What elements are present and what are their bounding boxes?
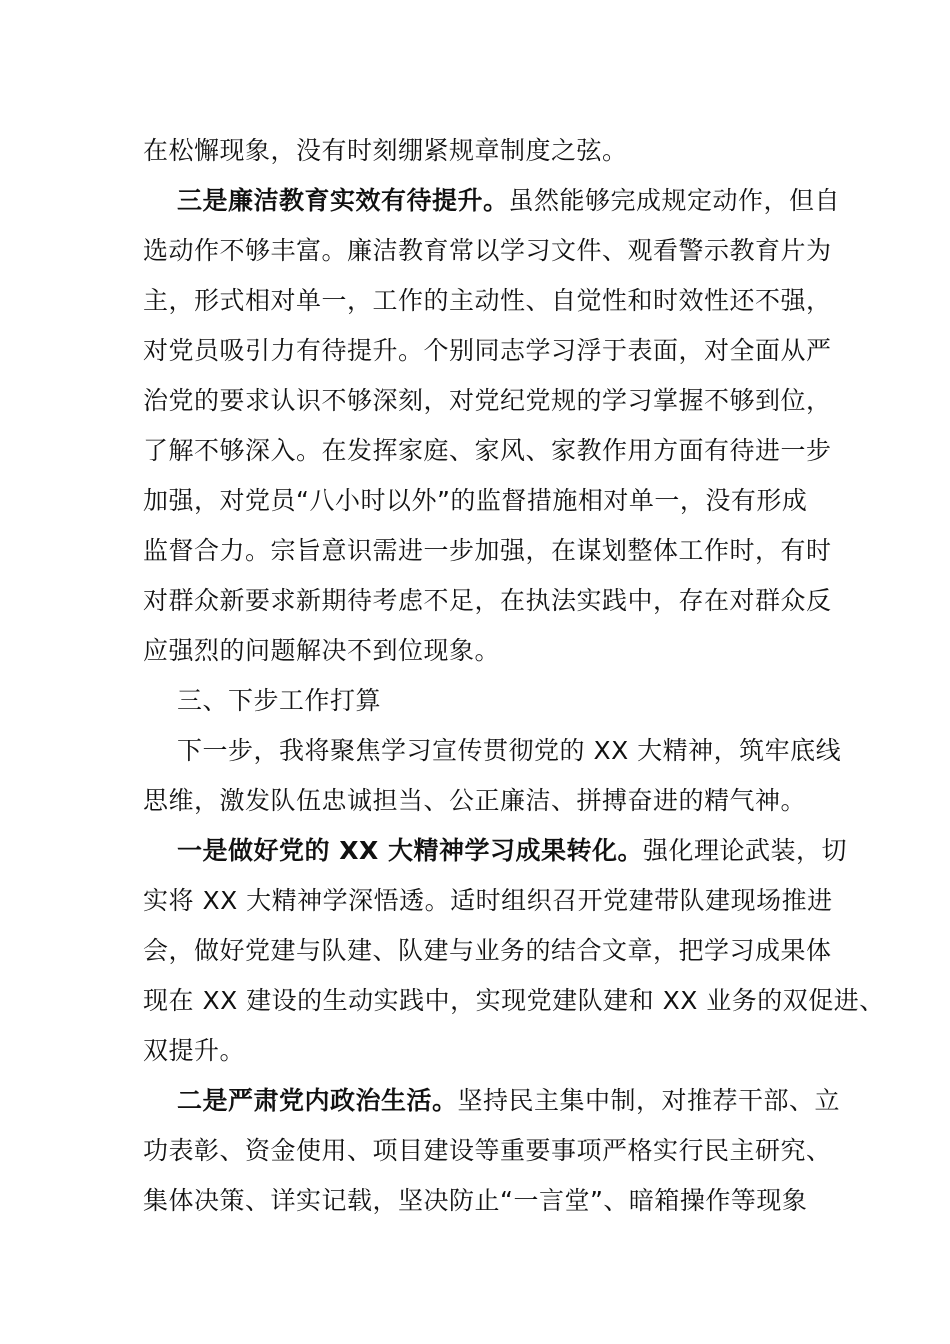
text-line: 对群众新要求新期待考虑不足，在执法实践中，存在对群众反 [143, 586, 832, 615]
bold-lead: 一是做好党的 XX 大精神学习成果转化。 [177, 836, 643, 865]
paragraph-first-line: 下一步，我将聚焦学习宣传贯彻党的 XX 大精神，筑牢底线 [177, 736, 842, 765]
text-line: 现在 XX 建设的生动实践中，实现党建队建和 XX 业务的双促进、 [143, 986, 885, 1015]
text-line: 对党员吸引力有待提升。个别同志学习浮于表面，对全面从严 [143, 336, 832, 365]
section-heading: 三、下步工作打算 [177, 686, 382, 715]
text-line: 治党的要求认识不够深刻，对党纪党规的学习掌握不够到位， [143, 386, 832, 415]
text-line: 主，形式相对单一，工作的主动性、自觉性和时效性还不强， [143, 286, 832, 315]
text-line: 在松懈现象，没有时刻绷紧规章制度之弦。 [143, 136, 628, 165]
paragraph-first-line [177, 184, 840, 218]
text-line: 加强，对党员“八小时以外”的监督措施相对单一，没有形成 [143, 486, 808, 515]
text-line: 应强烈的问题解决不到位现象。 [143, 636, 501, 665]
text-line: 监督合力。宗旨意识需进一步加强，在谋划整体工作时，有时 [143, 536, 832, 565]
text-line: 实将 XX 大精神学深悟透。适时组织召开党建带队建现场推进 [143, 886, 833, 915]
paragraph-first-line [177, 834, 847, 868]
text-line: 了解不够深入。在发挥家庭、家风、家教作用方面有待进一步 [143, 436, 832, 465]
bold-lead: 三是廉洁教育实效有待提升。 [177, 186, 509, 215]
text-run: 虽然能够完成规定动作，但自 [508, 186, 841, 215]
text-line: 功表彰、资金使用、项目建设等重要事项严格实行民主研究、 [143, 1136, 832, 1165]
text-line: 思维，激发队伍忠诚担当、公正廉洁、拼搏奋进的精气神。 [143, 786, 807, 815]
text-line: 选动作不够丰富。廉洁教育常以学习文件、观看警示教育片为 [143, 236, 832, 265]
text-run: 坚持民主集中制，对推荐干部、立 [457, 1086, 841, 1115]
text-line: 双提升。 [143, 1036, 246, 1065]
text-line: 集体决策、详实记载，坚决防止“一言堂”、暗箱操作等现象 [143, 1186, 808, 1215]
paragraph-first-line [177, 1084, 840, 1118]
text-run: 强化理论武装，切 [642, 836, 847, 865]
bold-lead: 二是严肃党内政治生活。 [177, 1086, 458, 1115]
text-line: 会，做好党建与队建、队建与业务的结合文章，把学习成果体 [143, 936, 832, 965]
